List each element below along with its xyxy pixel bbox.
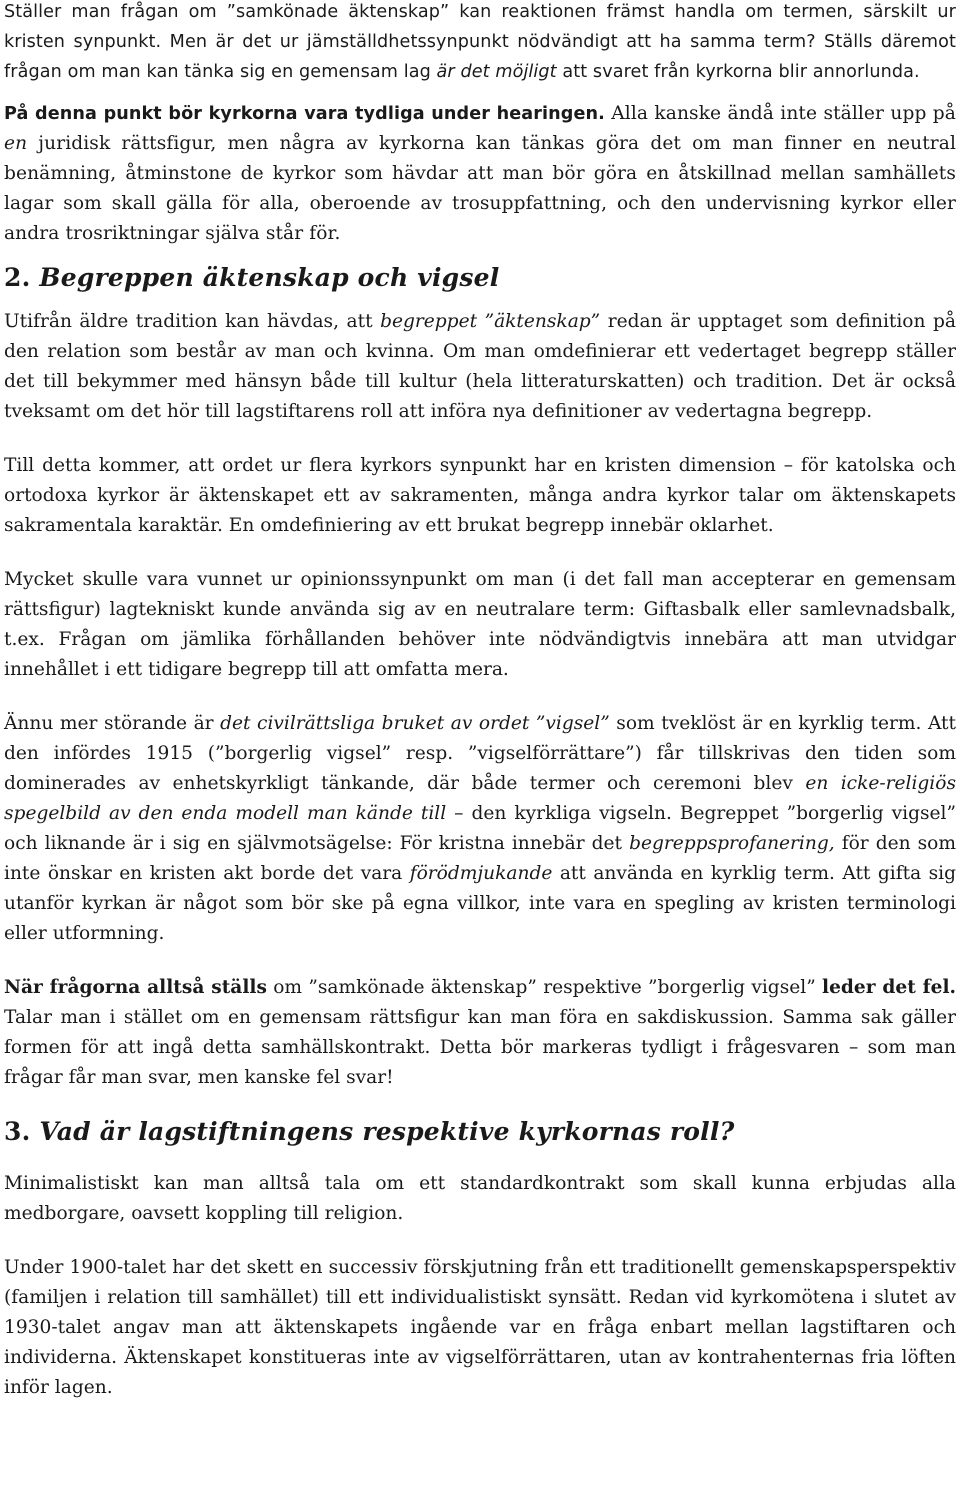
section-heading-3: 3. Vad är lagstiftningens respektive kyrkornas roll? [4, 1117, 735, 1146]
paragraph-dimension: Till detta kommer, att ordet ur flera kyrkors synpunkt har en kristen dimension – för katolska och ortodoxa kyrkor är äktenskapet ett av sakramenten, många andra kyrkor talar om äktenskapets sakramentala karaktär. En omdefiniering av ett brukat begrepp innebär oklarhet. [4, 455, 956, 536]
emphasis-ar-det-mojligt: är det möjligt [436, 62, 557, 82]
paragraph-nar: När frågorna alltså ställs om ”samkönade äktenskap” respektive ”borgerlig vigsel” leder det fel. Talar man i stället om en gemensam rättsfigur kan man föra en sakdiskussion. Samma sak gäller formen för att ingå detta samhällskontrakt. Detta bör markeras tydligt i frågesvaren – som man frågar får man svar, men kanske fel svar! [4, 977, 956, 1088]
section-heading-2: 2. Begreppen äktenskap och vigsel [4, 263, 500, 292]
paragraph-minimal: Minimalistiskt kan man alltså tala om ett standardkontrakt som skall kunna erbjudas alla medborgare, oavsett koppling till religion. [4, 1173, 956, 1224]
paragraph-1900: Under 1900-talet har det skett en successiv förskjutning från ett traditionellt gemenskapsperspektiv (familjen i relation till samhället) till ett individualistiskt synsätt. Redan vid kyrkomötena i slutet av 1930-talet angav man att äktenskapets ingående var en fråga enbart mellan lagstiftaren och individerna. Äktenskapet konstitueras inte av vigselförrättaren, utan av kontrahenternas fria löften inför lagen. [4, 1257, 956, 1398]
paragraph-annu: Ännu mer störande är det civilrättsliga bruket av ordet ”vigsel” som tveklöst är en kyrklig term. Att den infördes 1915 (”borgerlig vigsel” resp. ”vigselförrättare”) får tillskrivas den tiden som dominerades av enhetskyrkligt tänkande, där både termer och ceremoni blev en icke-religiös spegelbild av den enda modell man kände till – den kyrkliga vigseln. Begreppet ”borgerlig vigsel” och liknande är i sig en självmotsägelse: För kristna innebär det begreppsprofanering, för den som inte önskar en kristen akt borde det vara förödmjukande att använda en kyrklig term. Att gifta sig utanför kyrkan är något som bör ske på egna villkor, inte vara en spegling av kristen terminologi eller utformning. [4, 713, 956, 944]
paragraph-intro: Ställer man frågan om ”samkönade äktenskap” kan reaktionen främst handla om termen, särskilt ur kristen synpunkt. Men är det ur jämställdhetssynpunkt nödvändigt att ha samma term? Ställs däremot frågan om man kan tänka sig en gemensam lag är det möjligt att svaret från kyrkorna blir annorlunda. [4, 2, 956, 82]
paragraph-mycket: Mycket skulle vara vunnet ur opinionssynpunkt om man (i det fall man accepterar en gemensam rättsfigur) lagtekniskt kunde använda sig av en neutralare term: Giftasbalk eller samlevnadsbalk, t.ex. Frågan om jämlika förhållanden behöver inte nödvändigtvis innebära att man utvidgar innehållet i ett tidigare begrepp till att omfatta mera. [4, 569, 956, 680]
bold-statement: På denna punkt bör kyrkorna vara tydliga under hearingen. [4, 104, 605, 124]
paragraph-hearing: På denna punkt bör kyrkorna vara tydliga under hearingen. Alla kanske ändå inte ställer upp på en juridisk rättsfigur, men några av kyrkorna kan tänkas göra det om man finner en neutral benämning, åtminstone de kyrkor som hävdar att man bör göra en åtskillnad mellan samhällets lagar som skall gälla för alla, oberoende av trosuppfattning, och den undervisning kyrkor eller andra trosriktningar själva står för. [4, 103, 956, 244]
paragraph-begrepp: Utifrån äldre tradition kan hävdas, att begreppet ”äktenskap” redan är upptaget som definition på den relation som består av man och kvinna. Om man omdefinierar ett vedertaget begrepp ställer det till bekymmer med hänsyn både till kultur (hela litteraturskatten) och tradition. Det är också tveksamt om det hör till lagstiftarens roll att införa nya definitioner av vedertagna begrepp. [4, 311, 956, 422]
